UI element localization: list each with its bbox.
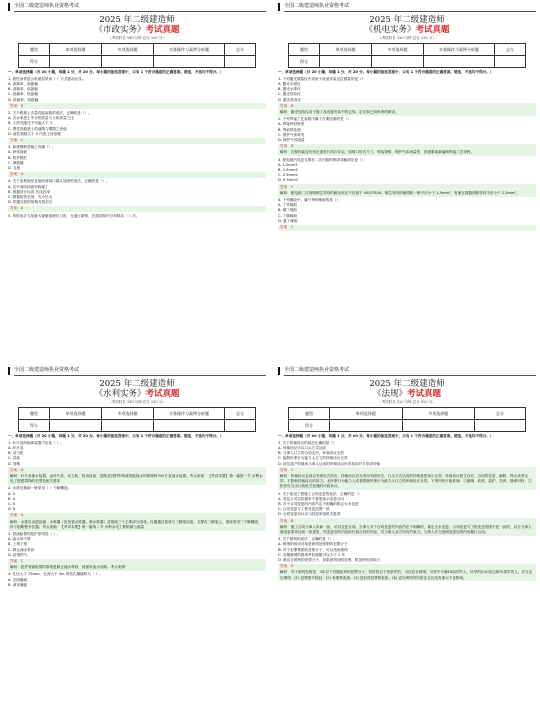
question-text: 1. 叶片泵的轴承装置不包括（ ）。 — [8, 440, 65, 445]
answer-key: 答案：B — [8, 103, 266, 109]
panel-title: 2025 年二级建造师 — [99, 15, 175, 25]
answer-option: C. 制止涌水带砂 — [8, 547, 35, 552]
question-text: 3. 配电箱内电盒支撑在二次回路的铜导线截面应是（） — [278, 157, 366, 162]
answer-explanation: 解析：抢护管涌险情的原则是制止涌水带砂，而留有渗水出路。考点来源： — [8, 565, 266, 571]
answer-option: A. 光面爆破 — [8, 577, 28, 582]
section-intro: 一、单项选择题（共 60 小题，每题 1 分，共 60 分。每小题的备选答案中，只有 1 个符合题意的正确答案。错选，不选均不得分。） — [278, 434, 494, 439]
question-text: 3. 关于缓刑的说法，正确的是（）。 — [278, 537, 337, 542]
answer-key: 答案：D — [278, 144, 536, 150]
exam-duration: （考试时长 120 分钟 总分 100 分） — [378, 400, 436, 404]
answer-option: D. 激光准直仪 — [278, 97, 302, 102]
answer-option: C. 泵座 — [8, 456, 20, 461]
answer-option: A. 焊接焊材厚度 — [278, 122, 305, 127]
answer-option: A. 临水坝子堵 — [8, 537, 31, 542]
answer-option: A. 1.0mm2 — [278, 162, 298, 167]
question-text: 3. 新建钢筋混凝土有碳（）。 — [8, 145, 56, 150]
question-list — [278, 441, 536, 582]
answer-key: 答案：C — [278, 225, 536, 231]
answer-option: A. 高频率、高振幅 — [8, 81, 38, 86]
section-intro: 一、单项选择题（共 20 小题，每题 1 分，共 20 分。每小题的备选答案中，只有 1 个符合题意的正确答案。错选，不选均不得分。） — [8, 70, 224, 75]
answer-explanation: 解析：叶片泵抽水装置，由叶片泵、动力机、传动设备、管路及其附件构成的能抽水的系统称为叶片泵抽水装置。考点来源：【考试本册】第一篇第一节 水利水电工程建筑物的类型及相关要求 — [8, 473, 266, 484]
answer-option: B. 高频率、低振幅 — [8, 87, 38, 92]
exam-duration: （考试时长 150 分钟 总分 120 分） — [378, 36, 436, 40]
answer-option: C. 丁腈橡胶 — [278, 213, 298, 218]
answer-option: C. 伸缩缝 — [8, 160, 24, 165]
answer-option: B. 根据设计标高 先浅后深 — [8, 189, 50, 194]
question-text: 2. 关于路基土含量性能参数的说法，正确的是（）。 — [8, 110, 92, 115]
score-table: 题型 单项选择题 多项选择题 实务操作与案例分析题 总分 得分 — [18, 407, 256, 432]
answer-option: C. 5 — [8, 502, 16, 506]
page-header: 全国二级建造师执业资格考试 — [278, 366, 536, 376]
answer-option: B. 当事人订立的合同无效，仲裁协议无效 — [278, 451, 345, 456]
answer-option: D. 被宣告缓刑的犯罪分子，如果被判处附加刑，附加刑仍须执行 — [278, 558, 381, 563]
answer-option: D. 6 — [8, 507, 16, 512]
page-header: 全国二级建造师执业资格考试 — [8, 366, 266, 376]
answer-option: A. 缓刑的适用对象是被判处管制的犯罪分子 — [278, 542, 348, 547]
page-header: 全国二级建造师执业资格考试 — [278, 2, 536, 12]
question-text: 1. 下列激光测量仪中适用于设备安装定位测量的是（） — [278, 76, 366, 81]
score-table: 题型 单项选择题 多项选择题 实务操作与案例分析题 总分 得分 — [288, 43, 526, 68]
question-list — [8, 441, 266, 588]
answer-option: B. 防护模栏 — [8, 155, 28, 160]
answer-option: A. 砂浆抹面 — [8, 150, 28, 155]
exam-duration: （考试时长 150 分钟 总分 120 分） — [108, 400, 166, 404]
question-text: 4. 关于盾构始发及接收前洞口端头加固的说法，正确的是（）。 — [8, 179, 110, 184]
exam-panel-mechanical — [278, 2, 536, 358]
question-text: 5. 的恢复应力是最大紧缩加埋后力的，无道压紧韧，在搅拌制内分作移动（ ）次。 — [8, 213, 140, 218]
answer-option: D. 低频率、高振幅 — [8, 97, 39, 102]
answer-key: 答案：C — [8, 138, 266, 144]
answer-option: D. 根据实桩的规格先短后长 — [8, 200, 53, 205]
answer-key: 答案：C — [278, 184, 536, 190]
answer-option: D. 0.5mm2 — [278, 178, 299, 183]
page-header: 全国二级建造师执业资格考试 — [8, 2, 266, 12]
answer-option: C. 合同变更与工程变更范围一致 — [278, 507, 330, 512]
question-list — [278, 77, 536, 231]
answer-option: A. 激光平面仪 — [278, 81, 301, 86]
answer-option: A. 3 — [8, 491, 15, 496]
answer-option: A. 发包人可以依据单方意思表示变更合同 — [278, 496, 344, 501]
exam-panel-law — [278, 366, 536, 720]
panel-title: 2025 年二级建造师 — [369, 15, 445, 25]
answer-option: B. 上堵下排 — [8, 542, 28, 547]
panel-title: 2025 年二级建造师 — [99, 379, 175, 389]
answer-option: C. 保护气体种类 — [278, 132, 305, 137]
answer-option: B. 激光水准仪 — [278, 87, 301, 92]
answer-key: 答案：D — [8, 467, 266, 473]
answer-option: D. 合同变更协议应当经原审批机关批准 — [278, 512, 341, 517]
score-table: 题型 单项选择题 多项选择题 实务操作与案例分析题 总分 得分 — [18, 43, 256, 68]
answer-option: A. 叶片泵 — [8, 445, 24, 450]
answer-option: B. 4 — [8, 496, 16, 501]
answer-option: A. 仲裁协议可以口头方式达成 — [278, 445, 327, 450]
answer-explanation: 解析：水准仪由望远镜、水准器（包括管水准器、圆水准器）及基座三个主要部分组成。仪器通过基座与三脚架连接。支撑在三脚架上，基座采用三个脚螺旋，用于粗略整平仪器。考点来源：【考试本册】第一篇第二节 水利水电工程勘测与测量 — [8, 519, 266, 530]
exam-panel-water — [8, 366, 266, 720]
panel-subject: 《机电实务》考试真题 — [364, 25, 450, 35]
panel-subject: 《市政实务》考试真题 — [94, 25, 180, 35]
panel-subject: 《法规》考试真题 — [372, 389, 442, 399]
answer-explanation: 解析：配电箱二次回路铜芯导线的耐压电压不应低于 450/750V，铜芯导线的截面积一般不应小于 1.5mm²，电流互感器回路导线不应小于 2.5mm²。 — [278, 190, 536, 196]
answer-explanation: 解析：次要因素变化则无需进行再次评定。如坡口形式尺寸，焊接规格，保护气体流量等，但需要重新编制焊接工艺规程。 — [278, 150, 536, 156]
section-intro: 一、单项选择题（共 20 小题，每题 1 分，共 20 分。每小题的备选答案中，只有 1 个符合题意的正确答案。错选，不选均不得分。） — [278, 70, 494, 75]
answer-option: A. 丁苯橡胶 — [278, 203, 298, 208]
question-text: 1. 关于仲裁协议的说法正确的是（） — [278, 440, 337, 445]
answer-option: A. 边中间向四周对称施工 — [8, 184, 49, 189]
answer-key: 答案：D — [278, 564, 536, 570]
answer-option: D. 氯丁橡胶 — [278, 218, 298, 223]
score-table: 题型 单项选择题 多项选择题 总分 得分 — [288, 407, 526, 432]
answer-option: A. 含水率是土中水的质量与土体质量之比 — [8, 116, 74, 121]
answer-option: B. 动力机 — [8, 451, 24, 456]
exam-duration: （考试时长 150 分钟 总分 120 分） — [108, 36, 166, 40]
answer-explanation: 解析：施工合同当事人协商一致，可以变更合同。当事人对于合同变更的内容约定不明确的，推定为未变更。合同变更与工程变更范围不是一致的，双方当事人就变更事项达成一致意见，则变更后的内容取代原合同的内容，对当事人双方均有约束力。当事人应当按照变更后的内容履行合同。 — [278, 524, 536, 535]
answer-explanation: 解析：对于被判处拘役、3年以下有期徒刑的犯罪分子，同时符合下列条件的，可以宣告缓刑。对其中不满18周岁的人、怀孕的妇女和已满75周岁的人，应当宣告缓刑：(1) 犯罪情节较轻；(2) 有悔罪表现；(3) 没有再犯罪的危险；(4) 宣告缓刑对所居住社区没有重大不良影响。 — [278, 570, 536, 581]
answer-option: B. 对于犯罪集团的首要分子，可以适用缓刑 — [278, 547, 348, 552]
question-text: 2. 下列焊接工艺参数中属于次要因素的是（） — [278, 117, 351, 122]
answer-option: B. 顺丁橡胶 — [278, 208, 298, 213]
question-text: 2. 关于建设工程施工合同变更的说法，正确的是（） — [278, 491, 362, 496]
exam-panel-municipal — [8, 2, 266, 358]
answer-option: C. 根据桩的长细，先小后大 — [8, 195, 53, 200]
answer-option: C. 低频率、低振幅 — [8, 92, 38, 97]
answer-explanation: 解析：激光经纬仪用于施工及设备安装中的定线、定位和已知角度的测设。 — [278, 109, 536, 115]
answer-option: C. 2.5mm2 — [278, 173, 298, 178]
section-intro: 一、单项选择题（共 20 小题，每题 1 分，共 20 分。每小题的备选答案中，只有 1 个符合题意的正确答案。错选，不选均不得分。） — [8, 434, 224, 439]
answer-option: C. 能制民事行为能力人订立的仲裁协议无效 — [278, 456, 348, 461]
answer-explanation: 解析：仲裁协议必须以书面形式作出，仲裁协议应当采用书面形式，口头方式达成的仲裁意思表示无效。仲裁协议独立存在，合同的变更、解除、终止或者无效，不影响仲裁协议的效力。无民事行为能力人或者限制民事行为能力人订立的仲裁协议无效。下列纠纷不能仲裁：①婚姻、收养、监护、扶养、继承纠纷；②依法应当由行政机关处理的行政争议。 — [278, 473, 536, 490]
answer-option: C. 激光经纬仪 — [278, 92, 301, 97]
answer-key: 答案：C — [278, 467, 536, 473]
answer-option: D. 涉及遗产的继承当事人达成的仲裁协议仍有权向对方申请仲裁 — [278, 461, 381, 466]
answer-option: C. 有期缓刑的缓刑考验期限可以少于 1 年 — [278, 552, 345, 557]
question-text: 2. 水准仪基础一般采用（ ）个脚螺旋。 — [8, 486, 72, 491]
answer-option: B. 焊前热处理 — [278, 127, 301, 132]
answer-option: B. 洞室爆破 — [8, 582, 28, 587]
panel-title: 2025 年二级建造师 — [369, 379, 445, 389]
answer-option: C. 塑性指数是土的液限与塑限之差值 — [8, 126, 67, 131]
answer-option: B. 土的孔隙比不可能大于 1 — [8, 121, 53, 126]
answer-option: D. 管路 — [8, 461, 21, 466]
question-text: 4. 下列橡胶中，属于特种橡胶的是（） — [278, 198, 341, 203]
question-text: 3. 管涌险情的抢护原则是（ ）。 — [8, 532, 61, 537]
question-text: 1. 改性沥青混合料面层采用（ ）方式振动压实。 — [8, 76, 86, 81]
answer-option: B. 对于合同变更的内容约定不明确的推定为未变更 — [278, 502, 359, 506]
question-list — [8, 77, 266, 219]
answer-option: D. 保护气体流量 — [278, 138, 305, 142]
answer-key: 答案：A — [8, 206, 266, 212]
answer-option: D. 液性指数大于 0 代表土体坚硬 — [8, 131, 61, 136]
answer-key: 答案：B — [278, 518, 536, 524]
question-text: 4. 孔径大于 75mm、孔深大于 5m 的钻孔爆破称为（ ）。 — [8, 572, 103, 577]
answer-key: 答案：D — [8, 172, 266, 178]
answer-key: 答案：D — [278, 103, 536, 109]
answer-option: D. 支座 — [8, 166, 21, 171]
panel-subject: 《水利实务》考试真题 — [94, 389, 180, 399]
answer-option: B. 1.5mm2 — [278, 168, 298, 173]
answer-key: 答案：A — [8, 513, 266, 519]
answer-option: D. 抢堵的气 — [8, 552, 28, 557]
answer-key: 答案：C — [8, 559, 266, 565]
